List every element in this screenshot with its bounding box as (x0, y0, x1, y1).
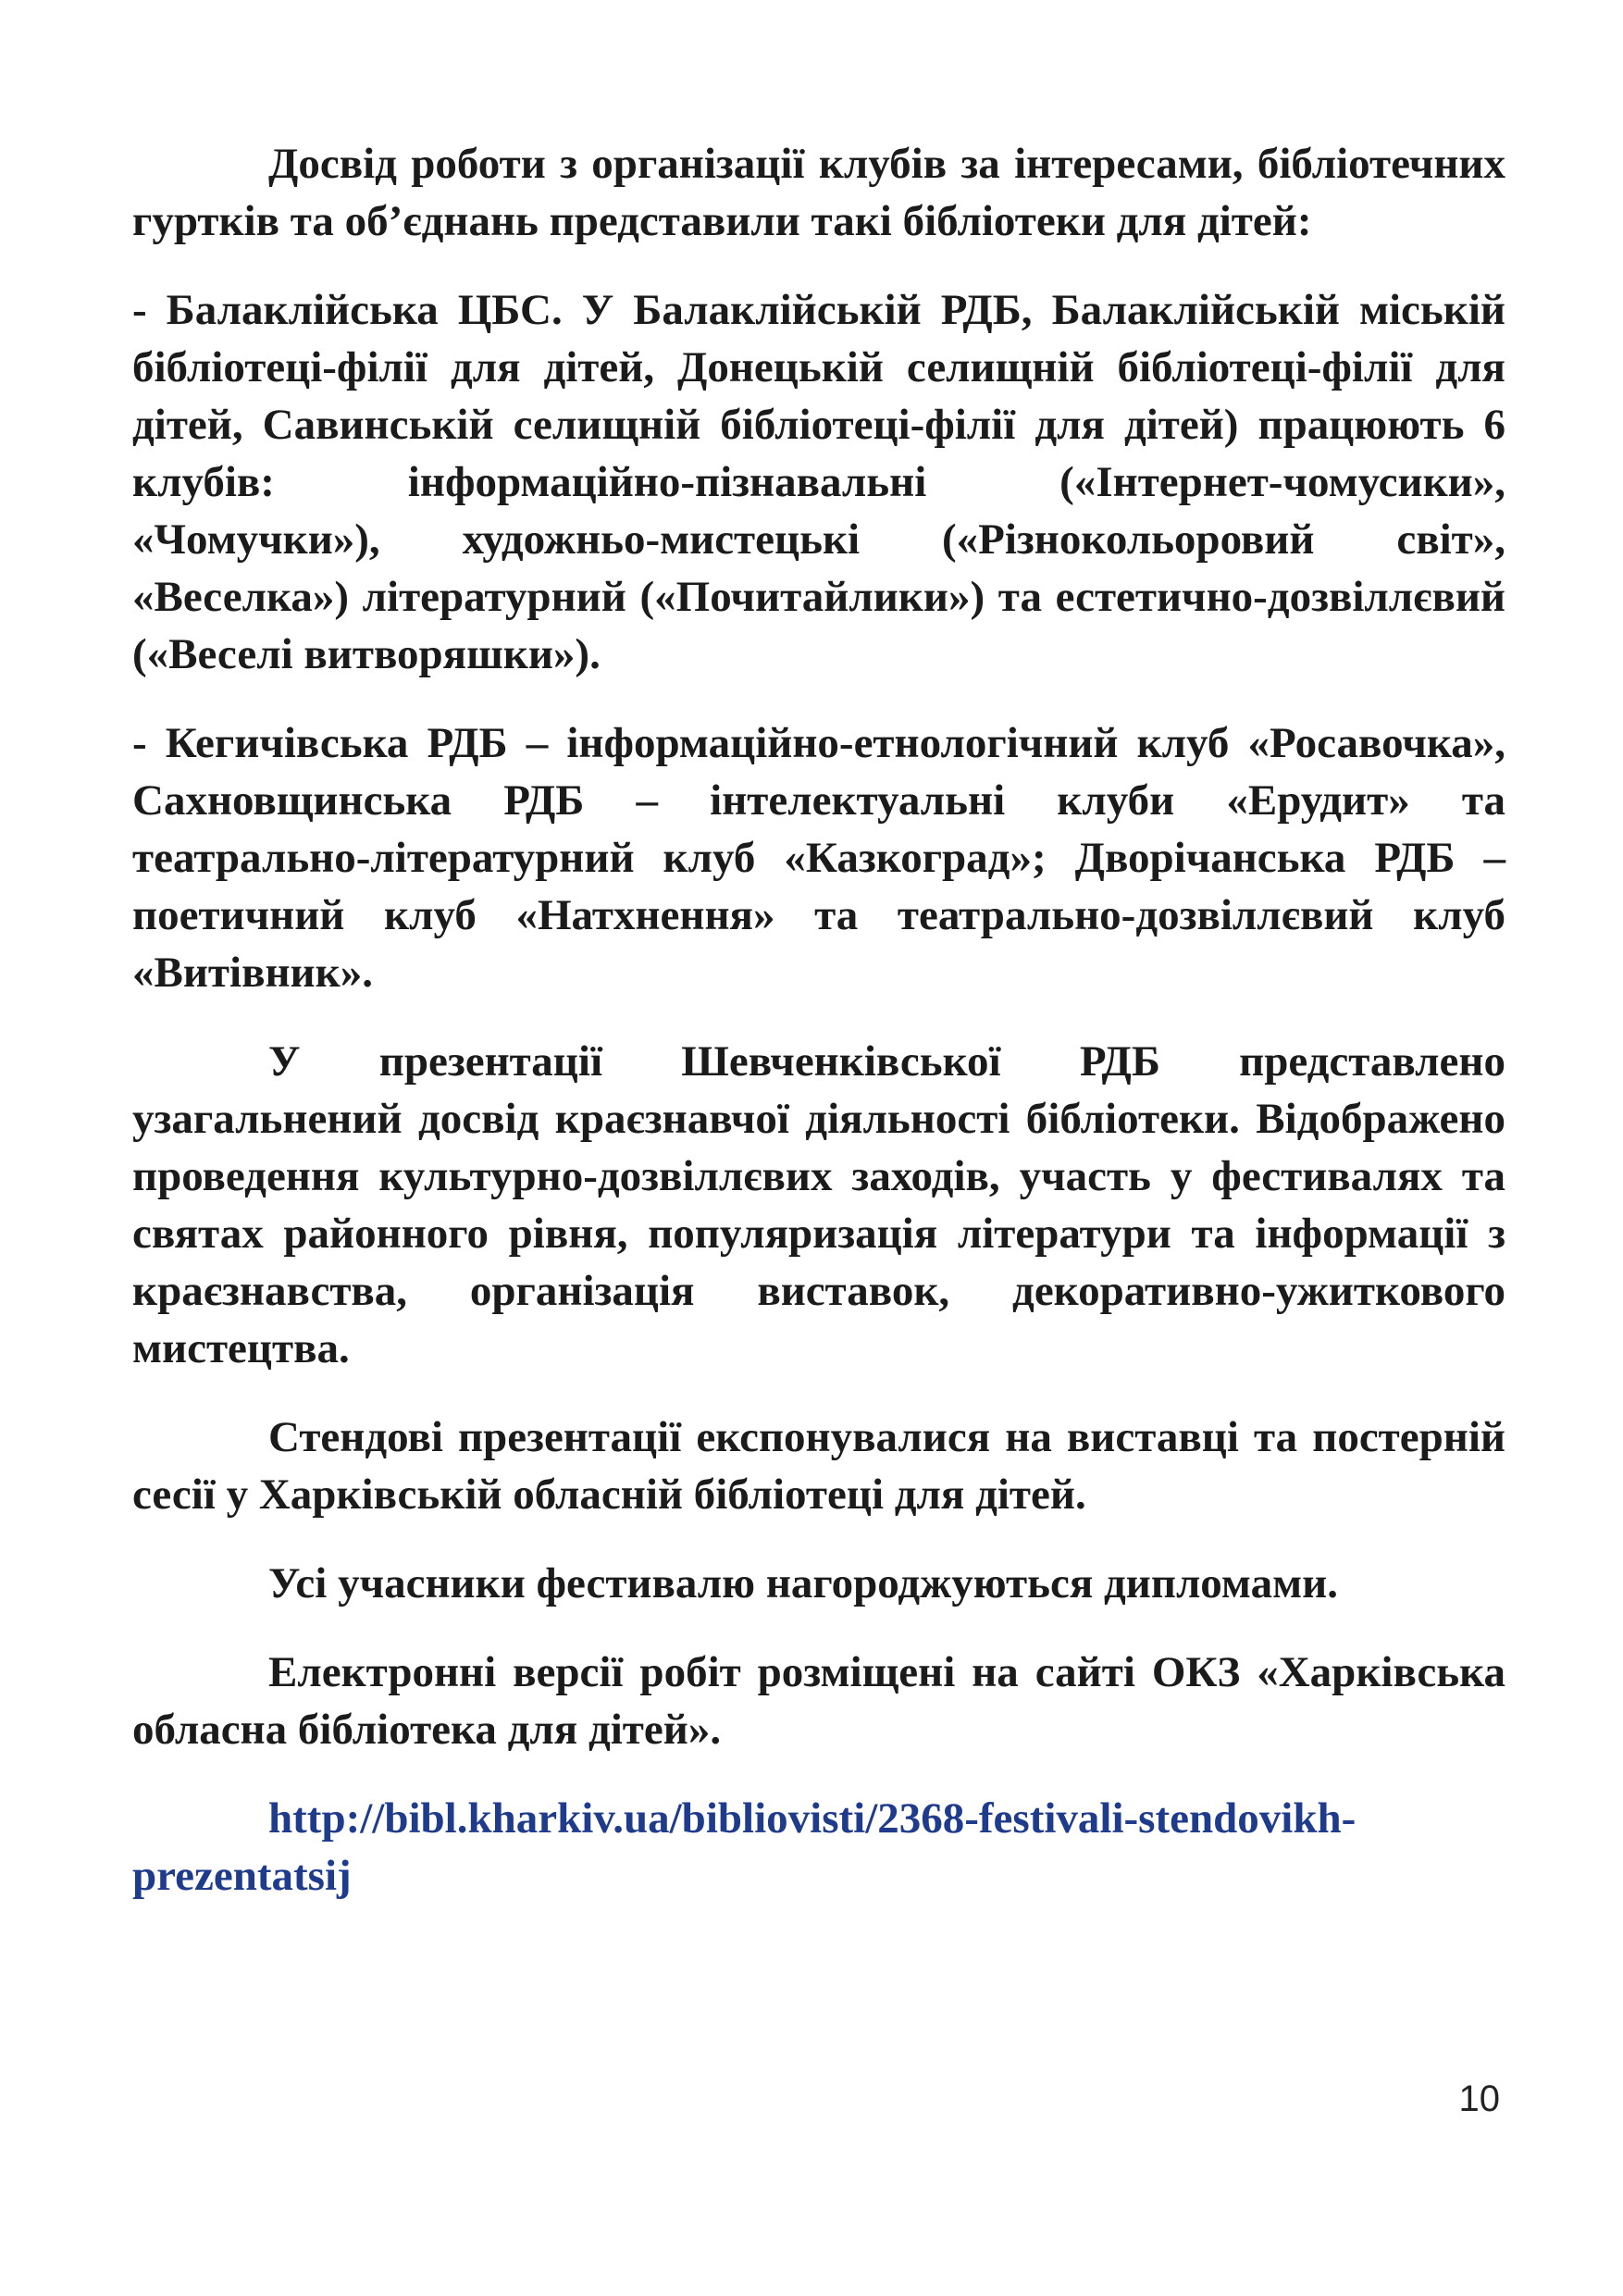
paragraph-electronic-versions: Електронні версії робіт розміщені на сайті ОКЗ «Харківська обласна бібліотека для дітей». (132, 1648, 1505, 1754)
paragraph-balakliia: - Балаклійська ЦБС. У Балаклійській РДБ, Балаклійській міській бібліотеці-філії для дітей, Донецькій селищній бібліотеці-філії для дітей, Савинській селищній бібліотеці-філії для дітей) працюють 6 клубів: інформаційно-пізнавальні («Інтернет-чомусики», «Чомучки»), художньо-мистецькі («Різнокольоровий світ», «Веселка») літературний («Почитайлики») та естетично-дозвіллєвий («Веселі витворяшки»). (132, 286, 1505, 678)
document-body (132, 135, 1505, 1905)
paragraph-exhibition: Стендові презентації експонувалися на виставці та постерній сесії у Харківській обласній бібліотеці для дітей. (132, 1413, 1505, 1519)
paragraph-diplomas: Усі учасники фестивалю нагороджуються дипломами. (268, 1559, 1338, 1607)
paragraph-intro: Досвід роботи з організації клубів за інтересами, бібліотечних гуртків та об’єднань представили такі бібліотеки для дітей: (132, 140, 1505, 245)
paragraph-shevchenkove: У презентації Шевченківської РДБ представлено узагальнений досвід краєзнавчої діяльності бібліотеки. Відображено проведення культурно-дозвіллєвих заходів, участь у фестивалях та святах районного рівня, популяризація літератури та інформації з краєзнавства, організація виставок, декоративно-ужиткового мистецтва. (132, 1037, 1505, 1372)
page-number: 10 (1458, 2079, 1500, 2119)
website-link[interactable]: http://bibl.kharkiv.ua/bibliovisti/2368-festivali-stendovikh-prezentatsij (132, 1794, 1357, 1900)
paragraph-kehychivka: - Кегичівська РДБ – інформаційно-етнологічний клуб «Росавочка», Сахновщинська РДБ – інтелектуальні клуби «Ерудит» та театрально-літературний клуб «Казкоград»; Дворічанська РДБ – поетичний клуб «Натхнення» та театрально-дозвіллєвий клуб «Витівник». (132, 719, 1505, 997)
